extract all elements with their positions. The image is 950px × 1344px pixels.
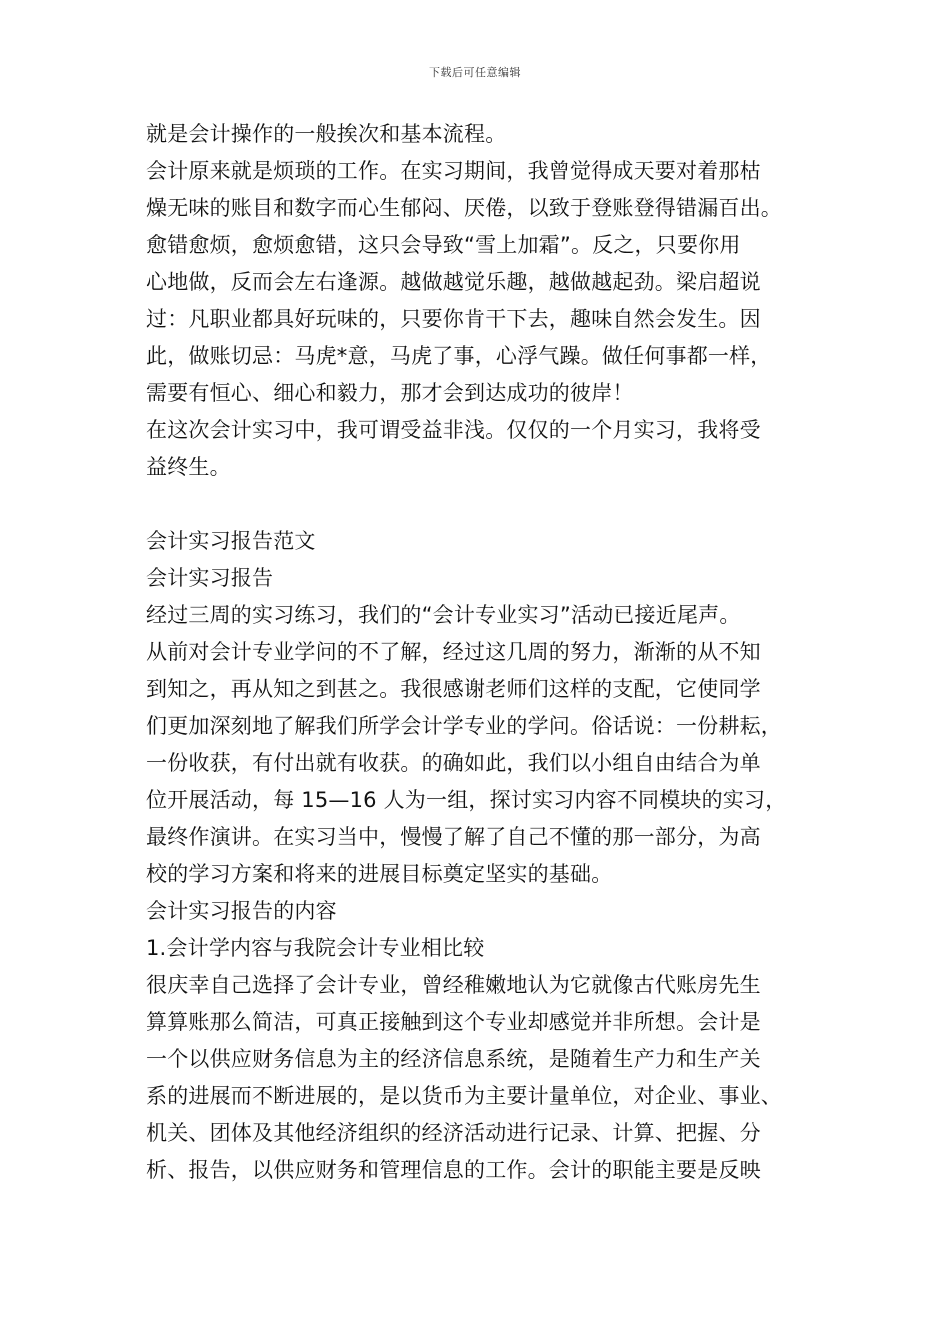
text-line: 燥无味的账目和数字而心生郁闷、厌倦，以致于登账登得错漏百出。 — [146, 196, 782, 220]
document-body — [146, 116, 826, 1189]
text-line: 从前对会计专业学问的不了解，经过这几周的努力，渐渐的从不知 — [146, 640, 761, 664]
text-line: 愈错愈烦，愈烦愈错，这只会导致“雪上加霜”。反之，只要你用 — [146, 233, 741, 257]
text-line: 此，做账切忌：马虎*意，马虎了事，心浮气躁。做任何事都一样， — [146, 344, 772, 368]
text-line: 益终生。 — [146, 455, 231, 479]
text-line: 在这次会计实习中，我可谓受益非浅。仅仅的一个月实习，我将受 — [146, 418, 761, 442]
section-title: 会计实习报告范文 — [146, 529, 316, 553]
text-line: 一份收获，有付出就有收获。的确如此，我们以小组自由结合为单 — [146, 751, 761, 775]
text-line: 校的学习方案和将来的进展目标奠定坚实的基础。 — [146, 862, 613, 886]
text-line: 系的进展而不断进展的，是以货币为主要计量单位，对企业、事业、 — [146, 1084, 782, 1108]
text-line: 很庆幸自己选择了会计专业，曾经稚嫩地认为它就像古代账房先生 — [146, 973, 761, 997]
text-line: 经过三周的实习练习，我们的“会计专业实习”活动已接近尾声。 — [146, 603, 741, 627]
text-line: 会计原来就是烦琐的工作。在实习期间，我曾觉得成天要对着那枯 — [146, 159, 761, 183]
text-line: 需要有恒心、细心和毅力，那才会到达成功的彼岸！ — [146, 381, 634, 405]
text-line: 就是会计操作的一般挨次和基本流程。 — [146, 122, 507, 146]
text-line: 析、报告，以供应财务和管理信息的工作。会计的职能主要是反映 — [146, 1158, 761, 1182]
blank-line — [146, 486, 826, 523]
text-line: 算算账那么简洁，可真正接触到这个专业却感觉并非所想。会计是 — [146, 1010, 761, 1034]
text-line: 最终作演讲。在实习当中，慢慢了解了自己不懂的那一部分，为高 — [146, 825, 761, 849]
text-line: 机关、团体及其他经济组织的经济活动进行记录、计算、把握、分 — [146, 1121, 761, 1145]
text-line: 心地做，反而会左右逢源。越做越觉乐趣，越做越起劲。梁启超说 — [146, 270, 761, 294]
section-heading: 会计实习报告的内容 — [146, 899, 337, 923]
page-header: 下载后可任意编辑 — [429, 66, 521, 79]
text-line: 过：凡职业都具好玩味的，只要你肯干下去，趣味自然会发生。因 — [146, 307, 761, 331]
text-line: 们更加深刻地了解我们所学会计学专业的学问。俗话说：一份耕耘， — [146, 714, 782, 738]
text-line: 位开展活动，每 15—16 人为一组，探讨实习内容不同模块的实习， — [146, 788, 787, 812]
section-subtitle: 会计实习报告 — [146, 566, 274, 590]
text-line: 一个以供应财务信息为主的经济信息系统，是随着生产力和生产关 — [146, 1047, 761, 1071]
text-line: 到知之，再从知之到甚之。我很感谢老师们这样的支配，它使同学 — [146, 677, 761, 701]
subsection-heading: 1.会计学内容与我院会计专业相比较 — [146, 936, 485, 960]
